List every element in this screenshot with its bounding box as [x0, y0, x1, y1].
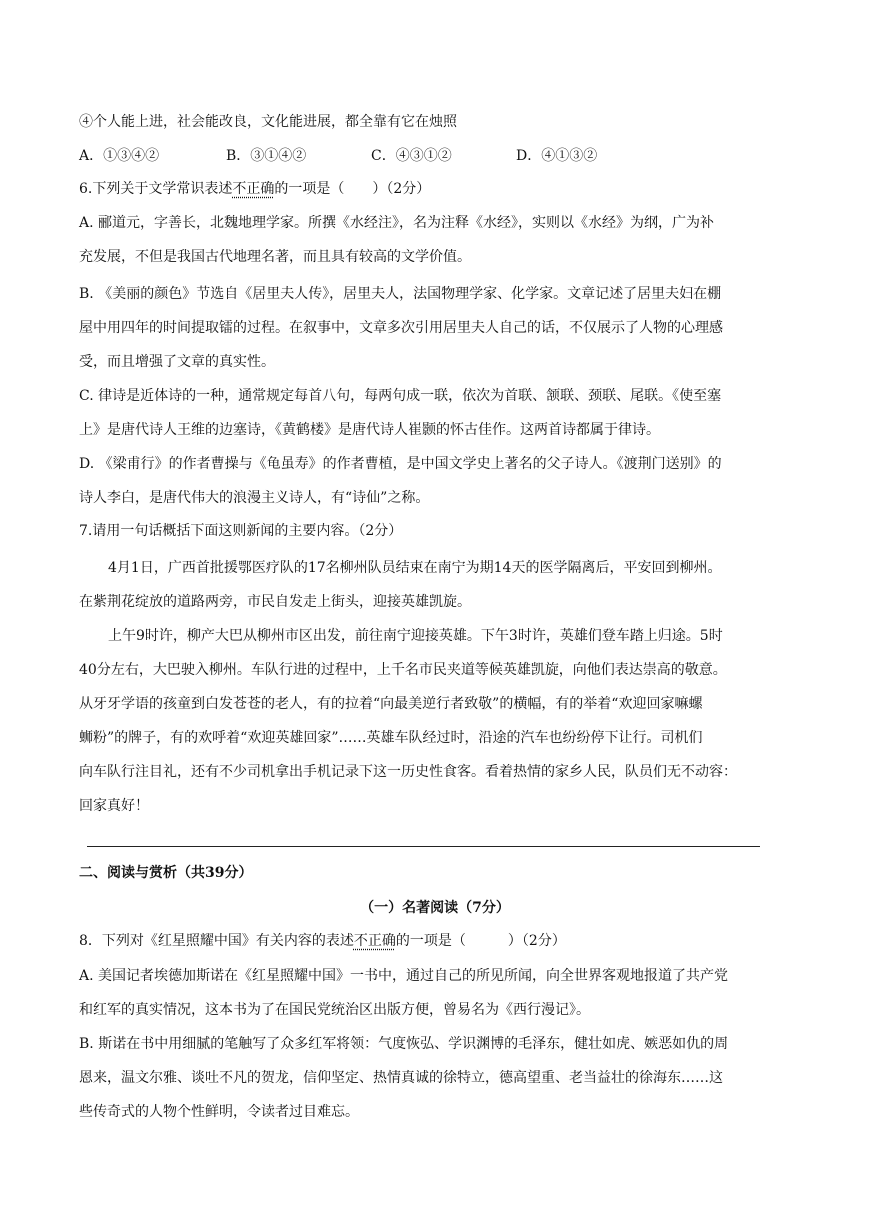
q5-option-b: B．③①④② — [226, 148, 307, 164]
q6-option-c-line2: 上》是唐代诗人王维的边塞诗，《黄鹤楼》是唐代诗人崔颢的怀古佳作。这两首诗都属于律诗。 — [79, 422, 660, 438]
q6-stem-text: 6.下列关于文学常识表述 — [79, 181, 233, 197]
q6-option-b-line1: B. 《美丽的颜色》节选自《居里夫人传》，居里夫人，法国物理学家、化学家。文章记述了居里夫妇在棚 — [79, 286, 722, 302]
q8-option-b-line3: 些传奇式的人物个性鲜明，令读者过目难忘。 — [79, 1104, 359, 1120]
q8-stem — [79, 931, 791, 951]
q6-option-b-line2: 屋中用四年的时间提取镭的过程。在叙事中，文章多次引用居里夫人自己的话，不仅展示了人物的心理感 — [79, 320, 723, 336]
q7-para1-line1: 4月1日，广西首批援鄂医疗队的17名柳州队员结束在南宁为期14天的医学隔离后，平安回到柳州。 — [108, 560, 722, 576]
q5-item-4: ④个人能上进，社会能改良，文化能进展，都全靠有它在烛照 — [79, 114, 457, 130]
q7-para2-line4: 蛳粉”的牌子，有的欢呼着“欢迎英雄回家”……英雄车队经过时，沿途的汽车也纷纷停下让行。司机们 — [79, 730, 703, 746]
q5-option-c: C．④③①② — [371, 148, 452, 164]
q6-option-a-line2: 充发展，不但是我国古代地理名著，而且具有较高的文学价值。 — [79, 249, 471, 265]
q8-option-a-line2: 和红军的真实情况，这本书为了在国民党统治区出版方便，曾易名为《西行漫记》。 — [79, 1002, 590, 1018]
q6-option-d-line2: 诗人李白，是唐代伟大的浪漫主义诗人，有“诗仙”之称。 — [79, 490, 430, 506]
q8-stem-text: 8．下列对《红星照耀中国》有关内容的表述 — [79, 933, 354, 949]
q8-option-b-line1: B. 斯诺在书中用细腻的笔触写了众多红军将领：气度恢弘、学识渊博的毛泽东，健壮如虎、嫉恶如仇的周 — [79, 1036, 729, 1052]
q5-options — [79, 146, 791, 166]
q6-option-b-line3: 受，而且增强了文章的真实性。 — [79, 354, 275, 370]
q7-para2-line2: 40分左右，大巴驶入柳州。车队行进的过程中，上千名市民夹道等候英雄凯旋，向他们表达崇高的敬意。 — [79, 662, 727, 678]
section2-title: 二、阅读与赏析（共39分） — [79, 865, 253, 881]
q6-option-d-line1: D. 《梁甫行》的作者曹操与《龟虽寿》的作者曹植，是中国文学史上著名的父子诗人。《渡荆门送别》的 — [79, 456, 722, 472]
section2-sub1: （一）名著阅读（7分） — [360, 900, 510, 916]
q5-option-a: A．①③④② — [79, 148, 160, 164]
q5-option-d: D．④①③② — [516, 148, 598, 164]
q7-para2-line3: 从牙牙学语的孩童到白发苍苍的老人，有的拉着“向最美逆行者致敬”的横幅，有的举着“欢迎回家嘛螺 — [79, 696, 703, 712]
q6-stem-tail: 的一项是（ ）（2分） — [274, 181, 431, 197]
q7-para2-line5: 向车队行注目礼，还有不少司机拿出手机记录下这一历史性食客。看着热情的家乡人民，队员们无不动容： — [79, 764, 737, 780]
q8-option-b-line2: 恩来，温文尔雅、谈吐不凡的贺龙，信仰坚定、热情真诚的徐特立，德高望重、老当益壮的徐海东……这 — [79, 1070, 723, 1086]
q7-para1-line2: 在紫荆花绽放的道路两旁，市民自发走上街头，迎接英雄凯旋。 — [79, 594, 471, 610]
q7-para2-line6: 回家真好！ — [79, 798, 149, 814]
q8-emphasis: 不正确 — [353, 933, 396, 949]
q6-option-a-line1: A. 郦道元，字善长，北魏地理学家。所撰《水经注》，名为注释《水经》，实则以《水经》为纲，广为补 — [79, 215, 715, 231]
q7-stem: 7.请用一句话概括下面这则新闻的主要内容。（2分） — [79, 523, 403, 539]
q6-option-c-line1: C. 律诗是近体诗的一种，通常规定每首八句，每两句成一联，依次为首联、颔联、颈联、尾联。《使至塞 — [79, 388, 722, 404]
q8-stem-tail: 的一项是（ ）（2分） — [395, 933, 566, 949]
q7-para2-line1: 上午9时许，柳产大巴从柳州市区出发，前往南宁迎接英雄。下午3时许，英雄们登车踏上归途。5时 — [108, 628, 723, 644]
q6-stem — [79, 179, 791, 199]
answer-line — [87, 846, 760, 847]
q6-emphasis: 不正确 — [232, 181, 275, 197]
q8-option-a-line1: A. 美国记者埃德加斯诺在《红星照耀中国》一书中，通过自己的所见所闻，向全世界客观地报道了共产党 — [79, 968, 729, 984]
